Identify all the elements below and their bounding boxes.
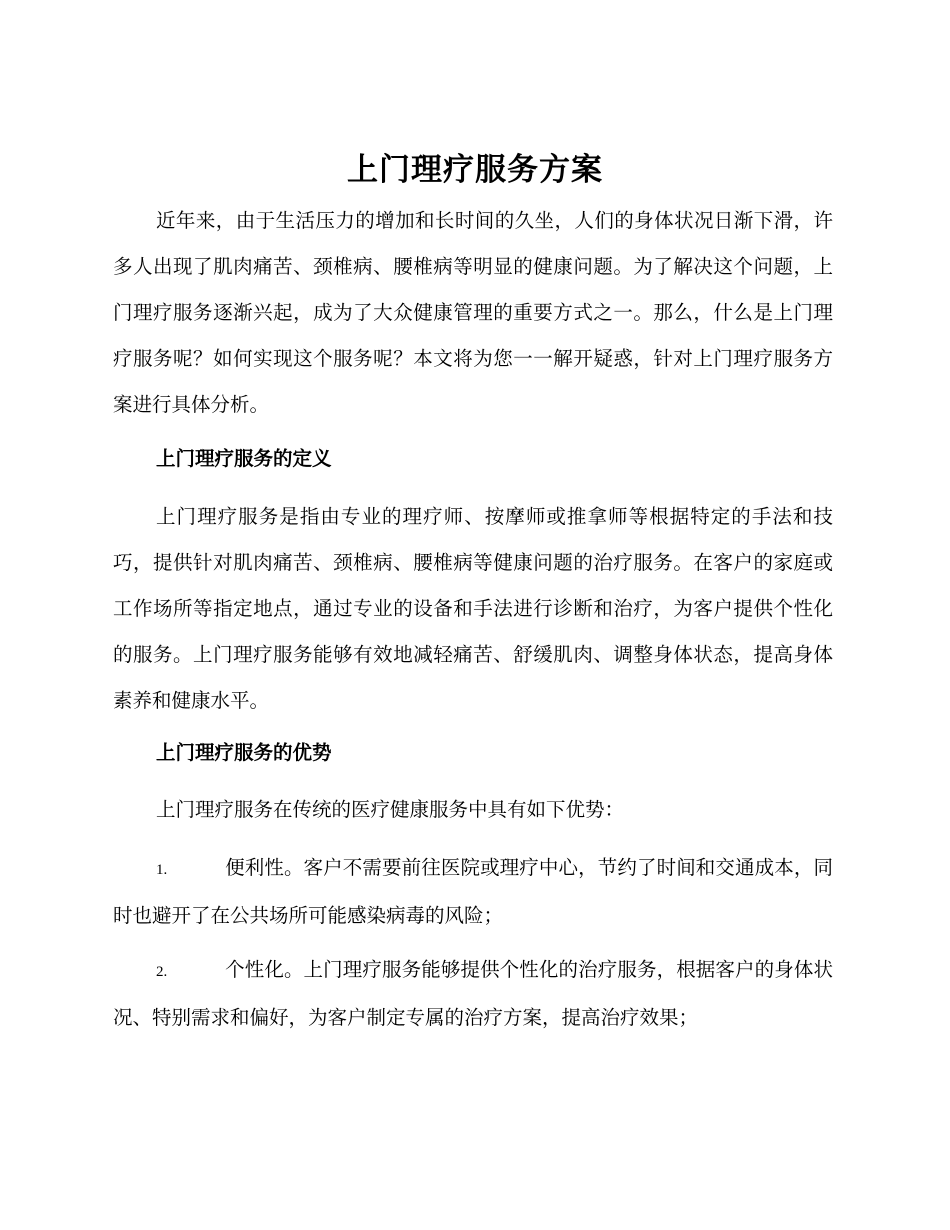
list-item-number: 1.	[156, 862, 168, 878]
advantages-lead-paragraph: 上门理疗服务在传统的医疗健康服务中具有如下优势：	[156, 798, 625, 821]
list-item	[113, 947, 833, 1041]
list-item-text: 个性化。上门理疗服务能够提供个性化的治疗服务，根据客户的身体状况、特别需求和偏好，为客户制定专属的治疗方案，提高治疗效果；	[113, 958, 833, 1029]
list-item-text: 便利性。客户不需要前往医院或理疗中心，节约了时间和交通成本，同时也避开了在公共场所可能感染病毒的风险；	[113, 856, 833, 927]
list-item-number: 2.	[156, 964, 168, 980]
list-item	[113, 845, 833, 939]
section-heading-definition: 上门理疗服务的定义	[156, 447, 332, 470]
section-heading-advantages: 上门理疗服务的优势	[156, 741, 332, 764]
document-title: 上门理疗服务方案	[347, 152, 603, 188]
intro-paragraph: 近年来，由于生活压力的增加和长时间的久坐，人们的身体状况日渐下滑，许多人出现了肌肉痛苦、颈椎病、腰椎病等明显的健康问题。为了解决这个问题，上门理疗服务逐渐兴起，成为了大众健康管理的重要方式之一。那么，什么是上门理疗服务呢？如何实现这个服务呢？本文将为您一一解开疑惑，针对上门理疗服务方案进行具体分析。	[113, 209, 833, 416]
definition-paragraph: 上门理疗服务是指由专业的理疗师、按摩师或推拿师等根据特定的手法和技巧，提供针对肌肉痛苦、颈椎病、腰椎病等健康问题的治疗服务。在客户的家庭或工作场所等指定地点，通过专业的设备和手法进行诊断和治疗，为客户提供个性化的服务。上门理疗服务能够有效地减轻痛苦、舒缓肌肉、调整身体状态，提高身体素养和健康水平。	[113, 505, 833, 712]
